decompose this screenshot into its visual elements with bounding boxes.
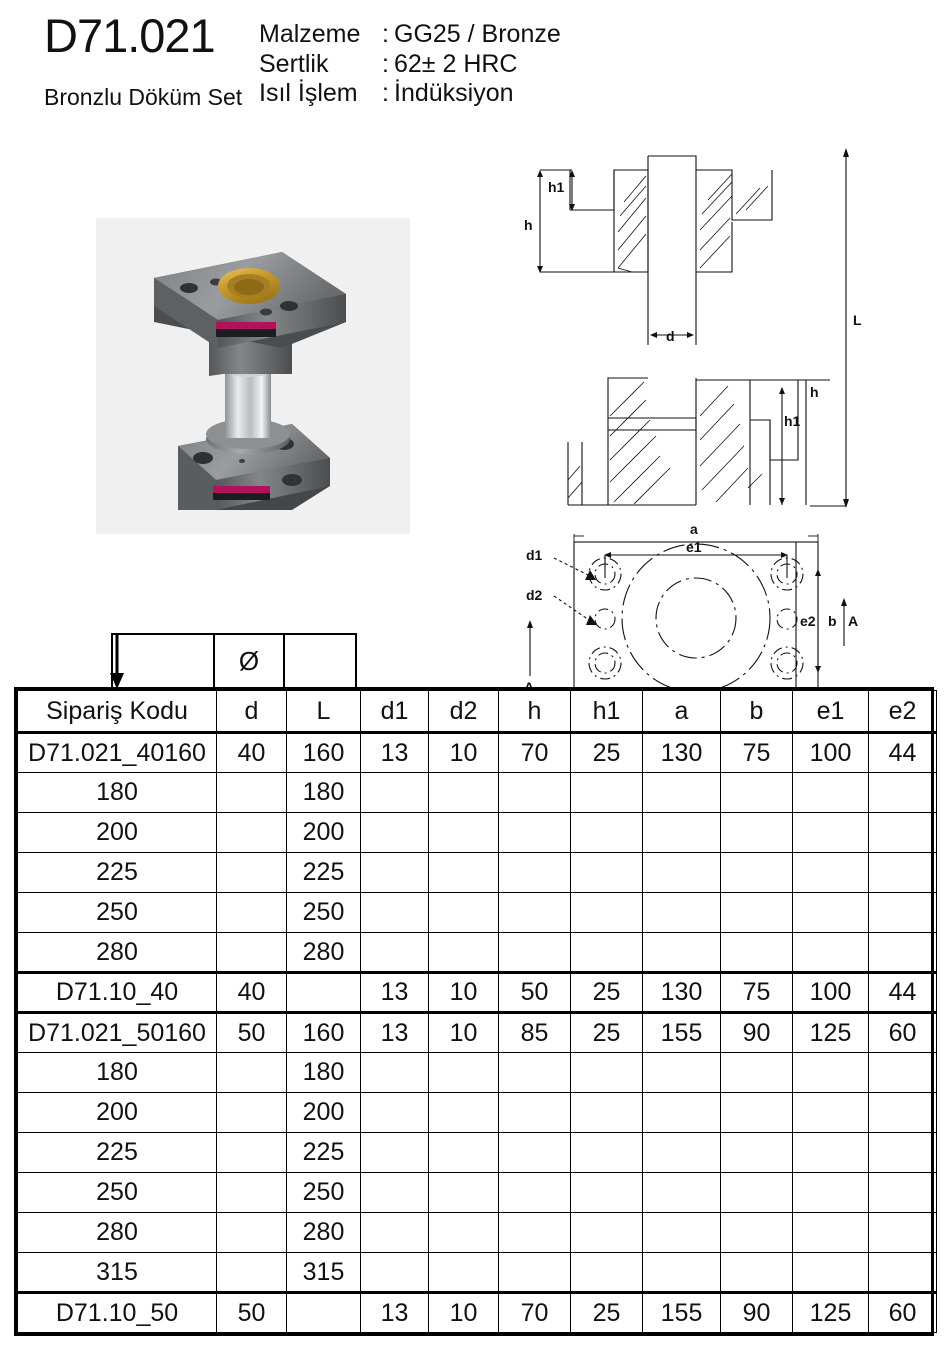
table-cell-d1 — [361, 1093, 429, 1133]
table-cell-b — [721, 813, 793, 853]
table-cell-code: 250 — [18, 1173, 217, 1213]
table-cell-code: 280 — [18, 1213, 217, 1253]
spec-key-hardness: Sertlik — [259, 49, 329, 78]
spec-value-material: GG25 / Bronze — [394, 20, 561, 48]
spec-sep-hardness: : — [382, 49, 389, 78]
table-cell-d — [217, 1133, 287, 1173]
table-cell-d1: 13 — [361, 973, 429, 1013]
label-h-top: h — [524, 217, 533, 233]
table-cell-h1 — [571, 1093, 643, 1133]
table-cell-L: 200 — [287, 813, 361, 853]
table-body — [18, 733, 937, 1333]
plan-view — [527, 534, 847, 694]
table-cell-h: 50 — [499, 973, 571, 1013]
datasheet-header — [0, 0, 948, 150]
table-header-e2: e2 — [869, 691, 937, 733]
table-cell-code: 225 — [18, 853, 217, 893]
label-h-bottom: h — [810, 384, 819, 400]
table-cell-h1 — [571, 1213, 643, 1253]
table-cell-a — [643, 1173, 721, 1213]
table-cell-e1 — [793, 1133, 869, 1173]
label-L: L — [853, 312, 862, 328]
table-cell-L: 250 — [287, 1173, 361, 1213]
table-cell-b — [721, 1053, 793, 1093]
spec-row-material — [259, 20, 561, 50]
table-cell-e1 — [793, 1253, 869, 1293]
table-cell-h — [499, 853, 571, 893]
table-cell-h: 85 — [499, 1013, 571, 1053]
table-cell-d2 — [429, 773, 499, 813]
table-cell-code: 280 — [18, 933, 217, 973]
table-cell-h — [499, 813, 571, 853]
table-header-d2: d2 — [429, 691, 499, 733]
table-cell-e1 — [793, 1173, 869, 1213]
table-cell-d: 40 — [217, 733, 287, 773]
table-cell-b — [721, 1173, 793, 1213]
table-row — [18, 1253, 937, 1293]
table-cell-e2: 60 — [869, 1013, 937, 1053]
table-cell-d1: 13 — [361, 1013, 429, 1053]
table-cell-d2: 10 — [429, 1013, 499, 1053]
table-header-h1: h1 — [571, 691, 643, 733]
table-cell-d2 — [429, 1253, 499, 1293]
table-row — [18, 1053, 937, 1093]
table-cell-L: 225 — [287, 853, 361, 893]
dimension-L — [810, 148, 849, 508]
table-cell-d — [217, 1053, 287, 1093]
table-cell-d2 — [429, 1053, 499, 1093]
table-cell-b — [721, 1093, 793, 1133]
table-cell-e1 — [793, 853, 869, 893]
table-cell-h — [499, 1133, 571, 1173]
table-cell-e1 — [793, 1093, 869, 1133]
table-row — [18, 933, 937, 973]
table-cell-b: 90 — [721, 1013, 793, 1053]
table-cell-d2 — [429, 933, 499, 973]
table-cell-d2: 10 — [429, 733, 499, 773]
table-cell-L: 250 — [287, 893, 361, 933]
table-cell-e1 — [793, 893, 869, 933]
table-cell-b: 75 — [721, 733, 793, 773]
guide-pillar — [225, 363, 271, 438]
table-cell-e2 — [869, 853, 937, 893]
table-cell-L: 180 — [287, 773, 361, 813]
table-cell-h — [499, 1053, 571, 1093]
table-cell-h1 — [571, 813, 643, 853]
table-cell-d — [217, 893, 287, 933]
table-row — [18, 973, 937, 1013]
table-cell-h — [499, 1213, 571, 1253]
table-cell-code: D71.021_40160 — [18, 733, 217, 773]
table-cell-d — [217, 1173, 287, 1213]
table-cell-L: 225 — [287, 1133, 361, 1173]
table-cell-h: 70 — [499, 733, 571, 773]
table-cell-b — [721, 853, 793, 893]
table-cell-e1 — [793, 933, 869, 973]
table-cell-d: 50 — [217, 1013, 287, 1053]
pre-header-cell-blank-left — [111, 633, 213, 687]
table-cell-code: D71.10_50 — [18, 1293, 217, 1333]
label-h1-bottom: h1 — [784, 413, 801, 429]
table-cell-h — [499, 1253, 571, 1293]
drawing-svg — [510, 130, 948, 675]
table-cell-h1 — [571, 933, 643, 973]
label-section-a-right: A — [848, 613, 859, 629]
table-row — [18, 853, 937, 893]
table-cell-h — [499, 933, 571, 973]
table-cell-d1 — [361, 773, 429, 813]
table-cell-a — [643, 853, 721, 893]
table-cell-L — [287, 973, 361, 1013]
table-cell-d — [217, 1213, 287, 1253]
table-cell-code: 315 — [18, 1253, 217, 1293]
table-cell-d1 — [361, 1253, 429, 1293]
table-cell-h — [499, 893, 571, 933]
spec-row-heat-treatment — [259, 79, 561, 109]
table-cell-e2 — [869, 1053, 937, 1093]
table-cell-L: 200 — [287, 1093, 361, 1133]
table-cell-e2: 44 — [869, 733, 937, 773]
table-cell-e2 — [869, 1093, 937, 1133]
table-cell-h1 — [571, 773, 643, 813]
table-cell-d2 — [429, 1173, 499, 1213]
table-cell-d — [217, 1093, 287, 1133]
table-cell-e1: 100 — [793, 973, 869, 1013]
table-row — [18, 1213, 937, 1253]
table-row — [18, 1293, 937, 1333]
table-header-code: Sipariş Kodu — [18, 691, 217, 733]
spec-table — [17, 690, 937, 1333]
table-row — [18, 1133, 937, 1173]
table-row — [18, 1013, 937, 1053]
table-row — [18, 893, 937, 933]
table-header-a: a — [643, 691, 721, 733]
label-e1: e1 — [686, 539, 702, 555]
table-cell-a: 155 — [643, 1013, 721, 1053]
table-cell-e1 — [793, 1053, 869, 1093]
table-cell-code: 250 — [18, 893, 217, 933]
table-header-b: b — [721, 691, 793, 733]
table-cell-h — [499, 1093, 571, 1133]
table-cell-e2: 44 — [869, 973, 937, 1013]
table-cell-e2 — [869, 1173, 937, 1213]
spec-row-hardness — [259, 50, 561, 80]
label-h1-top: h1 — [548, 179, 565, 195]
specification-list — [259, 20, 561, 109]
table-cell-h1 — [571, 893, 643, 933]
table-cell-a — [643, 1133, 721, 1173]
table-cell-e2: 60 — [869, 1293, 937, 1333]
table-cell-d2 — [429, 813, 499, 853]
table-cell-h1 — [571, 1173, 643, 1213]
dimension-table — [14, 687, 934, 1336]
table-cell-b — [721, 933, 793, 973]
table-cell-b — [721, 893, 793, 933]
table-cell-e1 — [793, 1213, 869, 1253]
table-cell-b — [721, 773, 793, 813]
table-cell-d2 — [429, 1133, 499, 1173]
spec-value-heat-treatment: İndüksiyon — [394, 79, 514, 107]
table-cell-d: 40 — [217, 973, 287, 1013]
label-e2: e2 — [800, 613, 816, 629]
table-cell-a — [643, 773, 721, 813]
label-b: b — [828, 613, 837, 629]
table-cell-d2 — [429, 893, 499, 933]
table-cell-h1: 25 — [571, 1013, 643, 1053]
table-cell-L: 160 — [287, 733, 361, 773]
table-cell-d1 — [361, 933, 429, 973]
table-cell-d — [217, 933, 287, 973]
table-cell-d1 — [361, 853, 429, 893]
table-cell-L: 160 — [287, 1013, 361, 1053]
spec-key-heat-treatment: Isıl İşlem — [259, 79, 358, 107]
section-view-top — [537, 156, 772, 345]
table-cell-e2 — [869, 1133, 937, 1173]
table-cell-L: 280 — [287, 1213, 361, 1253]
table-cell-h1 — [571, 853, 643, 893]
table-cell-e2 — [869, 893, 937, 933]
table-cell-h1: 25 — [571, 733, 643, 773]
table-cell-b — [721, 1133, 793, 1173]
section-view-bottom — [568, 378, 830, 505]
table-cell-e1: 125 — [793, 1013, 869, 1053]
table-cell-h1 — [571, 1253, 643, 1293]
table-cell-e2 — [869, 933, 937, 973]
table-header-e1: e1 — [793, 691, 869, 733]
spec-key-material: Malzeme — [259, 20, 361, 48]
label-a: a — [690, 521, 698, 537]
table-cell-b: 90 — [721, 1293, 793, 1333]
table-row — [18, 1093, 937, 1133]
table-cell-code: 180 — [18, 773, 217, 813]
table-header-d1: d1 — [361, 691, 429, 733]
table-cell-h1 — [571, 1053, 643, 1093]
table-cell-e1: 125 — [793, 1293, 869, 1333]
spec-sep-material: : — [382, 20, 389, 48]
table-cell-d2: 10 — [429, 1293, 499, 1333]
label-d: d — [666, 328, 675, 344]
page-title: D71.021 — [44, 9, 215, 62]
table-cell-d — [217, 773, 287, 813]
table-cell-e1 — [793, 813, 869, 853]
table-cell-a — [643, 813, 721, 853]
table-cell-d2 — [429, 853, 499, 893]
table-cell-h: 70 — [499, 1293, 571, 1333]
table-cell-L: 180 — [287, 1053, 361, 1093]
table-row — [18, 773, 937, 813]
table-cell-a: 155 — [643, 1293, 721, 1333]
table-cell-d — [217, 1253, 287, 1293]
table-cell-h1: 25 — [571, 1293, 643, 1333]
table-cell-a — [643, 1093, 721, 1133]
table-cell-code: 225 — [18, 1133, 217, 1173]
table-cell-h — [499, 1173, 571, 1213]
spec-sep-heat-treatment: : — [382, 79, 389, 107]
table-cell-a: 130 — [643, 973, 721, 1013]
table-cell-a — [643, 933, 721, 973]
technical-drawings — [510, 130, 948, 675]
table-cell-d1 — [361, 1173, 429, 1213]
table-cell-d1: 13 — [361, 733, 429, 773]
table-cell-d: 50 — [217, 1293, 287, 1333]
table-cell-code: D71.10_40 — [18, 973, 217, 1013]
table-cell-d1 — [361, 1133, 429, 1173]
table-cell-b — [721, 1213, 793, 1253]
table-cell-b — [721, 1253, 793, 1293]
table-cell-h1 — [571, 1133, 643, 1173]
table-cell-a — [643, 1213, 721, 1253]
pre-header-cell-blank-right — [283, 633, 357, 687]
table-cell-d — [217, 813, 287, 853]
table-cell-b: 75 — [721, 973, 793, 1013]
table-cell-d1 — [361, 1213, 429, 1253]
table-cell-L: 280 — [287, 933, 361, 973]
product-photo-illustration — [96, 218, 410, 534]
table-cell-a — [643, 1053, 721, 1093]
product-subtitle: Bronzlu Döküm Set — [44, 84, 243, 110]
table-cell-d — [217, 853, 287, 893]
table-cell-h — [499, 773, 571, 813]
table-header-h: h — [499, 691, 571, 733]
table-cell-e1 — [793, 773, 869, 813]
table-cell-h1: 25 — [571, 973, 643, 1013]
table-cell-d1 — [361, 1053, 429, 1093]
table-header-row — [18, 691, 937, 733]
table-cell-a: 130 — [643, 733, 721, 773]
table-cell-code: 200 — [18, 813, 217, 853]
table-row — [18, 813, 937, 853]
table-cell-L — [287, 1293, 361, 1333]
spec-value-hardness: 62± 2 HRC — [394, 49, 518, 78]
product-photo — [96, 218, 410, 534]
table-cell-code: 180 — [18, 1053, 217, 1093]
label-d1: d1 — [526, 547, 543, 563]
table-cell-a — [643, 893, 721, 933]
table-cell-d1 — [361, 813, 429, 853]
pre-header-cell-diameter-symbol: Ø — [213, 633, 283, 687]
table-header-L: L — [287, 691, 361, 733]
table-pre-header — [111, 633, 357, 687]
table-cell-a — [643, 1253, 721, 1293]
label-d2: d2 — [526, 587, 543, 603]
table-cell-e2 — [869, 1253, 937, 1293]
table-cell-d1: 13 — [361, 1293, 429, 1333]
table-row — [18, 733, 937, 773]
table-cell-e2 — [869, 1213, 937, 1253]
table-cell-e2 — [869, 773, 937, 813]
table-cell-d2: 10 — [429, 973, 499, 1013]
table-cell-d2 — [429, 1213, 499, 1253]
table-cell-d1 — [361, 893, 429, 933]
table-cell-e2 — [869, 813, 937, 853]
table-cell-d2 — [429, 1093, 499, 1133]
table-header-d: d — [217, 691, 287, 733]
table-cell-L: 315 — [287, 1253, 361, 1293]
table-cell-code: D71.021_50160 — [18, 1013, 217, 1053]
table-cell-code: 200 — [18, 1093, 217, 1133]
table-cell-e1: 100 — [793, 733, 869, 773]
table-row — [18, 1173, 937, 1213]
